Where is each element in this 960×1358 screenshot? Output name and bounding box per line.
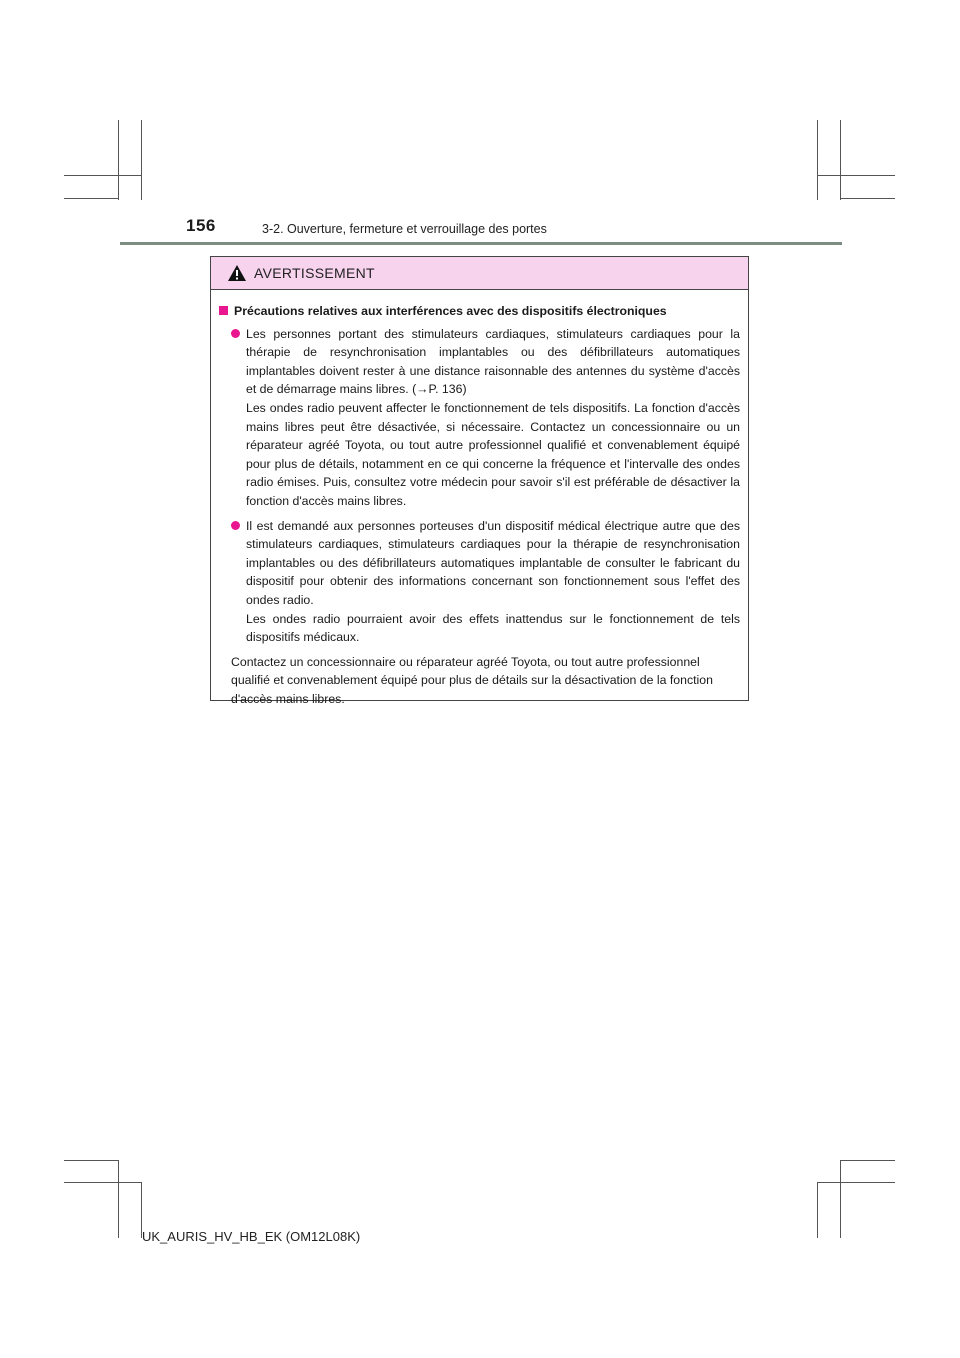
crop-mark	[118, 120, 119, 200]
paragraph: Il est demandé aux personnes porteuses d'un dispositif médical électrique autre que des stimulateurs cardiaques, stimulateurs cardiaques pour la thérapie de resynchronisation implantables ou des défibrillateurs automatiques implantable de consulter le fabricant du dispositif pour obtenir des informations concernant son fonctionnement sous l'effet des ondes radio.	[246, 518, 740, 607]
round-bullet-icon	[231, 329, 240, 338]
crop-mark	[817, 1182, 818, 1238]
footer-code: UK_AURIS_HV_HB_EK (OM12L08K)	[142, 1229, 361, 1244]
crop-mark	[141, 120, 142, 200]
crop-mark	[817, 175, 895, 176]
section-title: 3-2. Ouverture, fermeture et verrouillage des portes	[262, 222, 547, 236]
list-item	[231, 517, 740, 647]
crop-mark	[64, 1160, 119, 1161]
crop-mark	[840, 120, 841, 200]
crop-mark	[64, 198, 119, 199]
square-bullet-icon	[219, 306, 228, 315]
warning-body	[211, 290, 748, 708]
page-number: 156	[186, 216, 216, 235]
warning-heading-text: Précautions relatives aux interférences avec des dispositifs électroniques	[234, 304, 667, 318]
warning-triangle-icon	[227, 264, 247, 282]
paragraph: Les ondes radio pourraient avoir des effets inattendus sur le fonctionnement de tels dispositifs médicaux.	[246, 611, 740, 645]
crop-mark	[118, 1160, 119, 1238]
crop-mark	[64, 1182, 142, 1183]
crop-mark	[840, 1160, 895, 1161]
crop-mark	[840, 1160, 841, 1238]
header-rule	[120, 242, 842, 245]
crop-mark	[840, 198, 895, 199]
round-bullet-icon	[231, 521, 240, 530]
warning-header	[211, 257, 748, 290]
closing-paragraph: Contactez un concessionnaire ou réparateur agréé Toyota, ou tout autre professionnel qualifié et convenablement équipé pour plus de détails sur la désactivation de la fonction d'accès mains libres.	[231, 654, 713, 706]
warning-title: AVERTISSEMENT	[254, 265, 375, 281]
crop-mark	[817, 1182, 895, 1183]
list-item	[231, 325, 740, 511]
warning-box	[210, 256, 749, 706]
crop-mark	[64, 175, 142, 176]
paragraph: Les personnes portant des stimulateurs cardiaques, stimulateurs cardiaques pour la thérapie de resynchronisation implantables ou des défibrillateurs automatiques implantables doivent rester à une distance raisonnable des antennes du système d'accès et de démarrage mains libres. (→P. 136)	[246, 326, 740, 397]
paragraph: Les ondes radio peuvent affecter le fonctionnement de tels dispositifs. La fonction d'accès mains libres peut être désactivée, si nécessaire. Contactez un concessionnaire ou un réparateur agréé Toyota, ou tout autre professionnel qualifié et convenablement équipé pour plus de détails, notamment en ce qui concerne la fréquence et l'intervalle des ondes radio émises. Puis, consultez votre médecin pour savoir s'il est préférable de désactiver la fonction d'accès mains libres.	[246, 400, 740, 508]
crop-mark	[817, 120, 818, 200]
warning-heading	[219, 302, 740, 321]
